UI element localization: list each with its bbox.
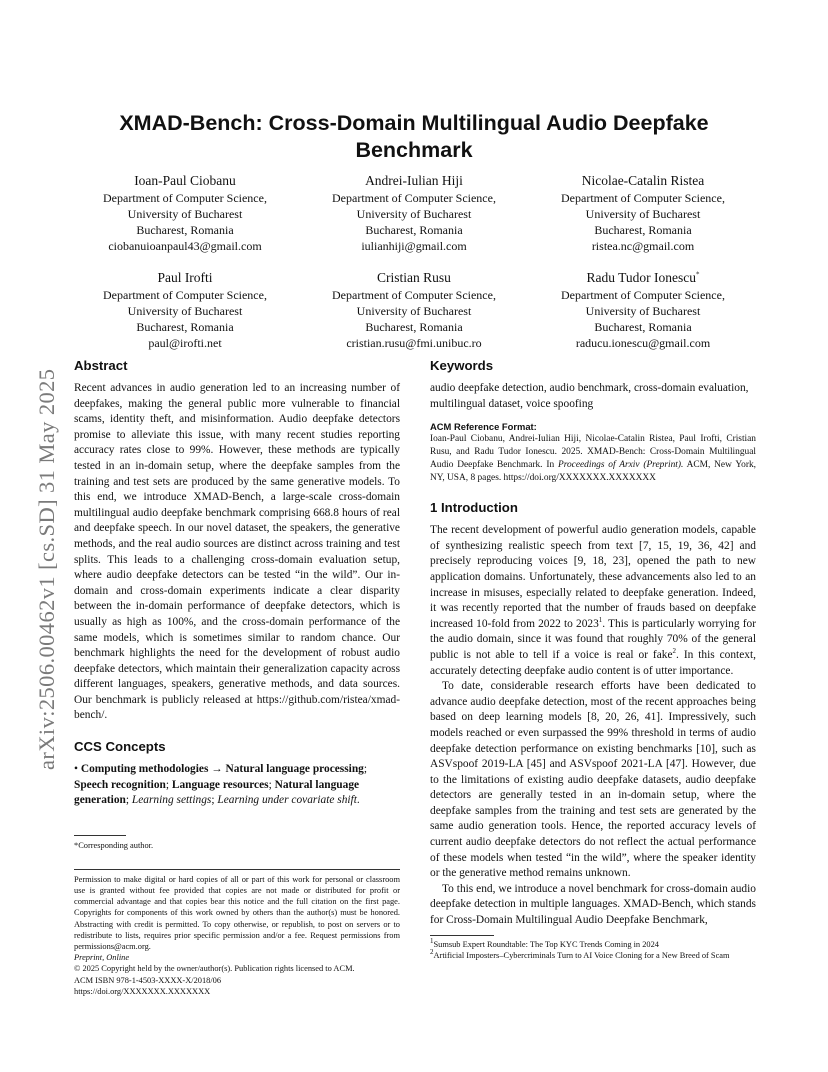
author-email: raducu.ionescu@gmail.com [575, 336, 711, 350]
author-name: Paul Irofti [157, 270, 213, 285]
author-name: Ioan-Paul Ciobanu [134, 173, 236, 188]
author-name: Radu Tudor Ionescu* [586, 270, 700, 285]
author-block [74, 171, 754, 351]
isbn: ACM ISBN 978-1-4503-XXXX-X/2018/06 [74, 975, 222, 985]
intro-paragraph: To date, considerable research efforts have been dedicated to advance audio deepfake detection, most of the recent approaches being based on deep learning models [8, 20, 26, 41]. Impressively, such models reached or even surpassed the 99% threshold in terms of audio deepfake detection performance on existing benchmarks [10], such as ASVspoof 2019-LA [45] and ASVspoof 2021-LA [47]. However, due to the limitations of existing audio deepfake datasets, audio deepfake detectors are generally tested in an in-domain setup, where the deepfake samples from the training and test sets are generated by the same audio generation tools. Hence, the reported accuracy levels of current audio deepfake detectors do not reflect the actual performance of these models when tested “in the wild”, where the speaker identity or the generative method remains unknown. [430, 680, 756, 880]
preprint-label: Preprint, Online [74, 953, 130, 963]
right-column [430, 357, 756, 961]
author-dept: Department of Computer Science, [332, 191, 496, 205]
keywords-text: audio deepfake detection, audio benchmark, cross-domain evaluation, multilingual dataset, voice spoofing [430, 382, 749, 410]
intro-paragraph: To this end, we introduce a novel benchmark for cross-domain audio deepfake detection in multiple languages. XMAD-Bench, which stands for Cross-Domain Multilingual Audio Deepfake Benchmark, [430, 882, 756, 927]
footnote: $^2$Artificial Imposters–Cybercriminals Turn to AI Voice Cloning for a New Breed of Scam [430, 947, 730, 960]
permission-rule [74, 869, 400, 870]
author-name: Cristian Rusu [377, 270, 451, 285]
footnote: $^1$Sumsub Expert Roundtable: The Top KYC Trends Coming in 2024 [430, 936, 659, 949]
abstract-heading: Abstract [74, 358, 128, 373]
author [303, 171, 525, 254]
copyright: © 2025 Copyright held by the owner/author(s). Publication rights licensed to ACM. [74, 964, 355, 974]
author-loc: Bucharest, Romania [594, 320, 692, 334]
author-uni: University of Bucharest [356, 304, 472, 318]
arxiv-id: arXiv:2506.00462v1 [cs.SD] 31 May 2025 [34, 368, 59, 770]
author-uni: University of Bucharest [127, 207, 243, 221]
author-name: Andrei-Iulian Hiji [365, 173, 463, 188]
author-dept: Department of Computer Science, [561, 288, 725, 302]
author-dept: Department of Computer Science, [561, 191, 725, 205]
paper-title: XMAD-Bench: Cross-Domain Multilingual Audio Deepfake Benchmark [119, 111, 709, 162]
footnote-rule [430, 935, 494, 936]
intro-paragraph: The recent development of powerful audio generation models, capable of synthesizing realistic speech from text [7, 15, 19, 36, 42] and precisely reproducing voices [9, 18, 23], opened the path to new application domains. Unfortunately, these advancements also led to an increase in misuses, especially related to deepfake generation. Indeed, it was recently reported that the number of frauds based on deepfake increased 10-fold from 2022 to 2023$^1$. This is particularly worrying for the audio domain, since it was found that roughly 70% of the general public is not able to tell if a voice is real or fake$^2$. In this context, accurately detecting deepfake audio content is of utter importance. [430, 524, 756, 677]
author-uni: University of Bucharest [127, 304, 243, 318]
author-loc: Bucharest, Romania [136, 223, 234, 237]
permission-text: Permission to make digital or hard copies of all or part of this work for personal or classroom use is granted without fee provided that copies are not made or distributed for profit or commercial advantage and that copies bear this notice and the full citation on the first page. Copyrights for components of this work owned by others than the author(s) must be honored. Abstracting with credit is permitted. To copy otherwise, or republish, to post on servers or to redistribute to lists, requires prior specific permission and/or a fee. Request permissions from permissions@acm.org. [74, 874, 400, 952]
corresponding-footnote: *Corresponding author. [74, 840, 154, 850]
author [532, 171, 754, 254]
author-loc: Bucharest, Romania [136, 320, 234, 334]
author-loc: Bucharest, Romania [365, 320, 463, 334]
acm-ref-text: Ioan-Paul Ciobanu, Andrei-Iulian Hiji, Nicolae-Catalin Ristea, Paul Irofti, Cristian Rusu, and Radu Tudor Ionescu. 2025. XMAD-Bench: Cross-Domain Multilingual Audio Deepfake Benchmark. In Proceedings of Arxiv (Preprint). ACM, New York, NY, USA, 8 pages. https://doi.org/XXXXXXX.XXXXXXX [430, 434, 757, 484]
author-uni: University of Bucharest [585, 207, 701, 221]
ccs-heading: CCS Concepts [74, 739, 166, 755]
ccs-concepts: • Computing methodologies → Natural language processing; Speech recognition; Language resources; Natural language generation; Learning settings; Learning under covariate shift. [74, 763, 368, 807]
author-name: Nicolae-Catalin Ristea [581, 173, 705, 188]
permission-block [74, 874, 400, 997]
acm-ref-heading: ACM Reference Format: [430, 421, 537, 433]
doi-link[interactable]: https://doi.org/XXXXXXX.XXXXXXX [74, 986, 211, 996]
author-dept: Department of Computer Science, [103, 288, 267, 302]
author-loc: Bucharest, Romania [365, 223, 463, 237]
author-row [74, 171, 754, 254]
author [532, 268, 754, 351]
author-email: cristian.rusu@fmi.unibuc.ro [346, 336, 482, 350]
author-dept: Department of Computer Science, [332, 288, 496, 302]
abstract-text: Recent advances in audio generation led to an increasing number of deepfakes, making the general public more vulnerable to financial scams, identity theft, and misinformation. Audio deepfake detectors promise to alleviate this issue, with many recent studies reporting accuracy rates close to 99%. However, these methods are typically tested in an in-domain setup, where the deepfake samples from the training and test sets are produced by the same generative models. To this end, we introduce XMAD-Bench, a large-scale cross-domain multilingual audio deepfake benchmark comprising 668.8 hours of real and deepfake speech. In our novel dataset, the speakers, the generative methods, and the real audio sources are distinct across training and test splits. This leads to a challenging cross-domain evaluation setup, where audio deepfake detectors can be tested “in the wild”. Our in-domain and cross-domain experiments indicate a clear disparity between the in-domain performance of deepfake detectors, which is usually as high as 100%, and the cross-domain performance of the same models, which is sometimes similar to random chance. Our benchmark highlights the need for the development of robust audio deepfake detectors, which maintain their generalization capacity across different languages, speakers, generative methods, and data sources. Our benchmark is publicly released at https://github.com/ristea/xmad-bench/. [74, 382, 400, 722]
author-dept: Department of Computer Science, [103, 191, 267, 205]
author [74, 171, 296, 254]
author [74, 268, 296, 351]
author [303, 268, 525, 351]
author-uni: University of Bucharest [356, 207, 472, 221]
intro-heading: 1 Introduction [430, 500, 518, 516]
author-email: iulianhiji@gmail.com [361, 239, 467, 253]
author-email: paul@irofti.net [148, 336, 222, 350]
left-column [74, 357, 400, 997]
arxiv-stamp [14, 300, 59, 770]
author-email: ristea.nc@gmail.com [591, 239, 695, 253]
keywords-heading: Keywords [430, 358, 494, 373]
author-row [74, 268, 754, 351]
author-loc: Bucharest, Romania [594, 223, 692, 237]
footnote-rule [74, 835, 126, 836]
author-email: ciobanuioanpaul43@gmail.com [108, 239, 262, 253]
author-uni: University of Bucharest [585, 304, 701, 318]
